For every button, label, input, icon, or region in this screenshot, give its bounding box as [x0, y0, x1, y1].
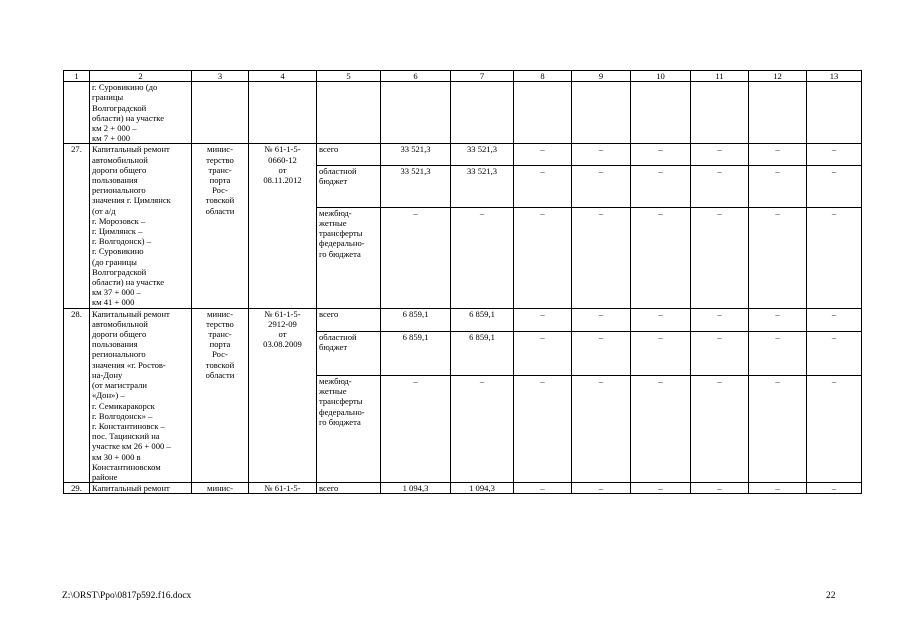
- value-cell-6: 6 859,1: [381, 331, 451, 375]
- value-cell: –: [514, 483, 572, 494]
- empty-cell: [451, 82, 514, 144]
- value-cell: –: [514, 331, 572, 375]
- value-cell-7: 33 521,3: [451, 144, 514, 166]
- header-row: [64, 71, 862, 82]
- value-cell: –: [514, 166, 572, 208]
- value-cell: –: [572, 483, 631, 494]
- value-cell: –: [572, 144, 631, 166]
- value-cell-7: 6 859,1: [451, 308, 514, 331]
- budget-table: [63, 70, 862, 494]
- value-cell-6: 33 521,3: [381, 166, 451, 208]
- value-cell-7: 6 859,1: [451, 331, 514, 375]
- empty-cell: [749, 82, 807, 144]
- value-cell: –: [514, 144, 572, 166]
- object-name-cell: Капитальный ремонт: [90, 483, 192, 494]
- funding-source-cell: межбюд- жетные трансферты федерально- го бюджета: [317, 375, 381, 482]
- value-cell: –: [572, 207, 631, 308]
- value-cell: –: [514, 207, 572, 308]
- footer-page-number: 22: [826, 591, 836, 601]
- value-cell: –: [807, 331, 862, 375]
- object-name-cell: Капитальный ремонт автомобильной дороги общего пользования регионального значения «г. Ростов- на-Дону (от магистрали «Дон») – г. Семикаракорск г. Волгодонск» – г. Константиновск – пос. Тацинский на участке км 26 + 000 – км 30 + 000 в Константиновском районе: [90, 308, 192, 482]
- value-cell-6: 1 094,3: [381, 483, 451, 494]
- value-cell: –: [572, 331, 631, 375]
- value-cell: –: [807, 144, 862, 166]
- value-cell: –: [691, 166, 749, 208]
- organization-cell: минис- терство транс- порта Рос- товской области: [192, 144, 249, 308]
- value-cell: –: [514, 308, 572, 331]
- header-cell: 4: [249, 71, 317, 82]
- row-number-cell: 27.: [64, 144, 90, 308]
- value-cell: –: [749, 331, 807, 375]
- value-cell: –: [514, 375, 572, 482]
- value-cell: –: [572, 375, 631, 482]
- empty-cell: [691, 82, 749, 144]
- header-cell: 2: [90, 71, 192, 82]
- table-row: [64, 144, 862, 166]
- header-cell: 1: [64, 71, 90, 82]
- value-cell: –: [749, 308, 807, 331]
- value-cell: –: [807, 483, 862, 494]
- document-number-cell: № 61-1-5- 2912-09 от 03.08.2009: [249, 308, 317, 482]
- header-cell: 6: [381, 71, 451, 82]
- value-cell: –: [691, 308, 749, 331]
- value-cell: –: [691, 207, 749, 308]
- value-cell: –: [807, 375, 862, 482]
- continuation-row: [64, 82, 862, 144]
- header-cell: 9: [572, 71, 631, 82]
- empty-cell: [514, 82, 572, 144]
- value-cell: –: [807, 166, 862, 208]
- header-cell: 11: [691, 71, 749, 82]
- document-number-cell: № 61-1-5- 0660-12 от 08.11.2012: [249, 144, 317, 308]
- value-cell-6: –: [381, 375, 451, 482]
- empty-cell: [807, 82, 862, 144]
- header-cell: 8: [514, 71, 572, 82]
- header-cell: 10: [631, 71, 691, 82]
- value-cell: –: [749, 166, 807, 208]
- value-cell-6: 6 859,1: [381, 308, 451, 331]
- value-cell-7: –: [451, 375, 514, 482]
- value-cell: –: [749, 144, 807, 166]
- header-cell: 3: [192, 71, 249, 82]
- funding-source-cell: всего: [317, 308, 381, 331]
- empty-cell: [631, 82, 691, 144]
- value-cell: –: [631, 483, 691, 494]
- value-cell: –: [749, 207, 807, 308]
- organization-cell: минис- терство транс- порта Рос- товской области: [192, 308, 249, 482]
- organization-cell: минис-: [192, 483, 249, 494]
- value-cell-6: 33 521,3: [381, 144, 451, 166]
- empty-cell: [381, 82, 451, 144]
- value-cell: –: [691, 483, 749, 494]
- budget-table-wrapper: [63, 70, 841, 494]
- value-cell: –: [572, 308, 631, 331]
- funding-source-cell: областной бюджет: [317, 331, 381, 375]
- row-number-cell: 28.: [64, 308, 90, 482]
- empty-cell: [317, 82, 381, 144]
- value-cell-7: 33 521,3: [451, 166, 514, 208]
- value-cell: –: [807, 207, 862, 308]
- value-cell: –: [631, 375, 691, 482]
- row-number-cell: [64, 82, 90, 144]
- header-cell: 13: [807, 71, 862, 82]
- value-cell: –: [572, 166, 631, 208]
- funding-source-cell: всего: [317, 483, 381, 494]
- funding-source-cell: межбюд- жетные трансферты федерально- го бюджета: [317, 207, 381, 308]
- value-cell-6: –: [381, 207, 451, 308]
- empty-cell: [572, 82, 631, 144]
- value-cell-7: –: [451, 207, 514, 308]
- value-cell: –: [631, 144, 691, 166]
- header-cell: 12: [749, 71, 807, 82]
- funding-source-cell: всего: [317, 144, 381, 166]
- value-cell: –: [631, 308, 691, 331]
- value-cell: –: [807, 308, 862, 331]
- value-cell: –: [749, 375, 807, 482]
- value-cell: –: [631, 207, 691, 308]
- empty-cell: [249, 82, 317, 144]
- value-cell: –: [631, 331, 691, 375]
- header-cell: 7: [451, 71, 514, 82]
- table-row-partial: [64, 483, 862, 494]
- empty-cell: [192, 82, 249, 144]
- value-cell-7: 1 094,3: [451, 483, 514, 494]
- funding-source-cell: областной бюджет: [317, 166, 381, 208]
- value-cell: –: [691, 144, 749, 166]
- object-name-cell: г. Суровикино (до границы Волгоградской области) на участке км 2 + 000 – км 7 + 000: [90, 82, 192, 144]
- object-name-cell: Капитальный ремонт автомобильной дороги общего пользования регионального значения г. Цимлянск (от а/д г. Морозовск – г. Цимлянск – г. Волгодонск) – г. Суровикино (до границы Волгоградской области) на участке км 37 + 000 – км 41 + 000: [90, 144, 192, 308]
- header-cell: 5: [317, 71, 381, 82]
- value-cell: –: [631, 166, 691, 208]
- footer-file-path: Z:\ORST\Ppo\0817p592.f16.docx: [62, 591, 192, 601]
- document-number-cell: № 61-1-5-: [249, 483, 317, 494]
- value-cell: –: [691, 375, 749, 482]
- value-cell: –: [691, 331, 749, 375]
- row-number-cell: 29.: [64, 483, 90, 494]
- table-row: [64, 308, 862, 331]
- value-cell: –: [749, 483, 807, 494]
